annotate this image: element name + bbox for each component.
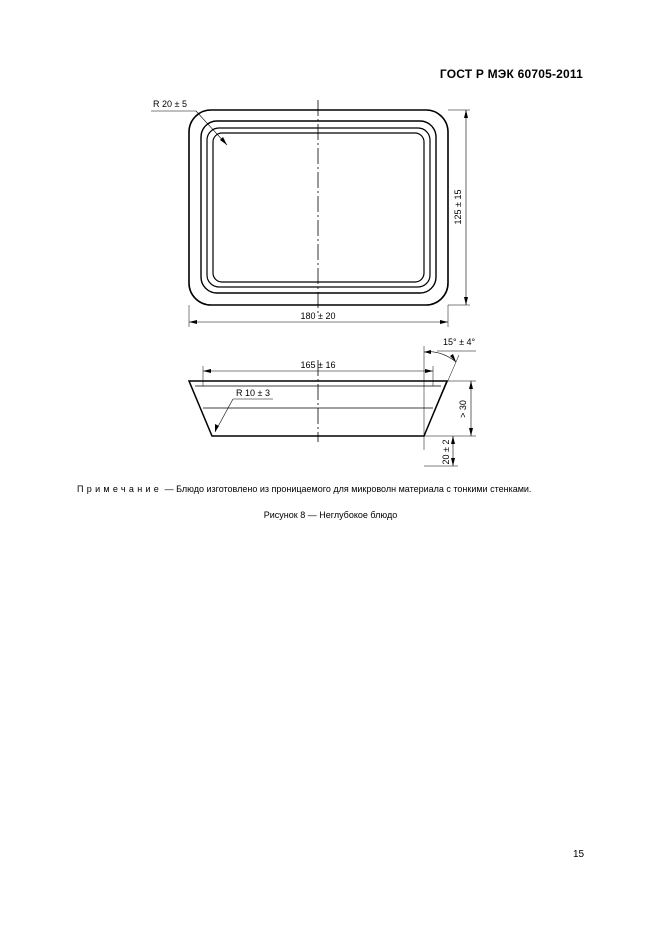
side-height-label: 20 ± 2 [441, 439, 451, 465]
side-angle-label: 15° ± 4° [443, 337, 476, 347]
note-text: — Блюдо изготовлено из проницаемого для микроволн материала с тонкими стенками. [162, 484, 532, 494]
side-depth-label: > 30 [458, 400, 468, 418]
top-height-label: 125 ± 15 [453, 189, 463, 225]
figure-caption: Рисунок 8 — Неглубокое блюдо [263, 510, 398, 520]
side-top-width-label: 165 ± 16 [300, 360, 336, 370]
side-radius-label: R 10 ± 3 [236, 388, 270, 398]
page-number: 15 [573, 849, 585, 860]
document-standard-header: ГОСТ Р МЭК 60705-2011 [439, 67, 583, 81]
dish-base-outer [207, 128, 430, 287]
angle-wall-extension [424, 355, 459, 436]
dish-base-inner [213, 133, 424, 282]
dish-outer-rim [189, 110, 448, 305]
top-width-label: 180 ± 20 [300, 311, 336, 321]
note-label: Примечание [77, 484, 163, 494]
dish-inner-rim [201, 121, 436, 293]
top-view [151, 100, 470, 327]
top-radius-label: R 20 ± 5 [153, 99, 187, 109]
figure-note [77, 484, 597, 494]
